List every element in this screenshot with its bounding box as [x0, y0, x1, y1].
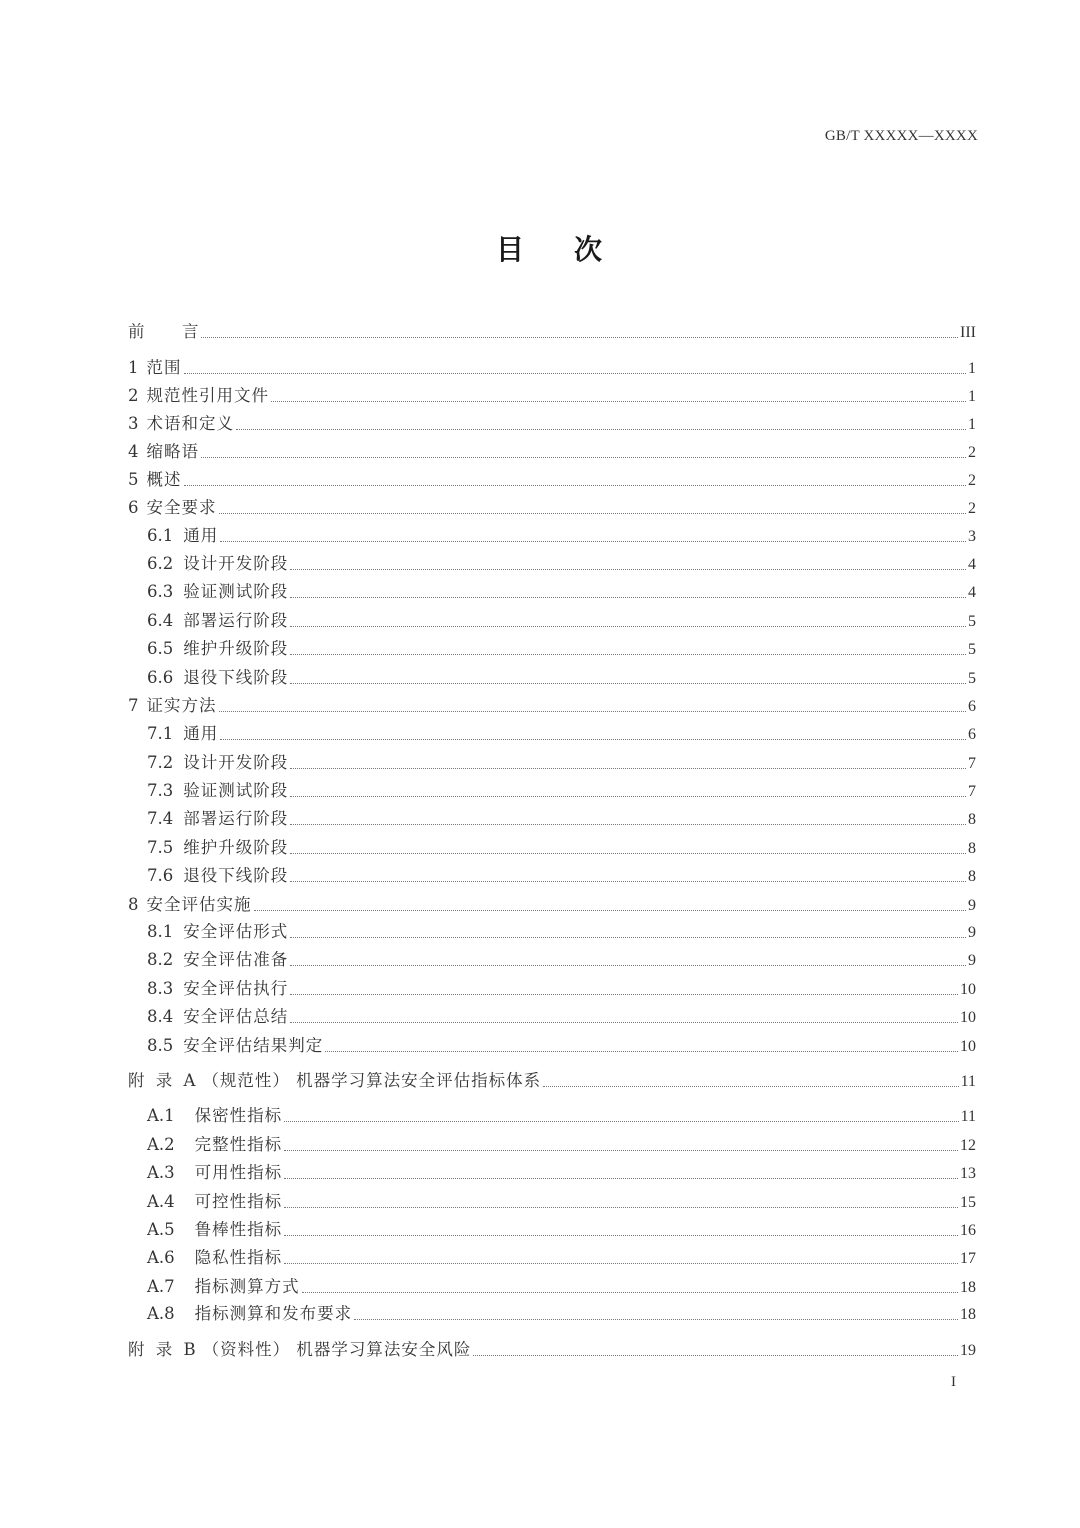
toc-entry-6-4[interactable] — [147, 609, 976, 633]
toc-entry-label: （资料性） 机器学习算法安全风险 — [202, 1340, 472, 1359]
toc-leader-dots — [184, 372, 967, 374]
toc-leader-dots — [290, 880, 966, 882]
toc-entry-page: 6 — [968, 698, 976, 715]
toc-entry-appendix-a[interactable] — [128, 1069, 976, 1093]
toc-entry-6[interactable] — [128, 496, 976, 520]
toc-entry-page: 16 — [960, 1222, 976, 1239]
toc-entry-number: 8.2 — [147, 950, 174, 969]
toc-entry-label: 部署运行阶段 — [183, 809, 289, 828]
toc-leader-dots — [290, 823, 966, 825]
toc-entry-7-5[interactable] — [147, 836, 976, 860]
title-char-1: 目 — [495, 233, 526, 266]
toc-entry-label: 概述 — [146, 470, 182, 489]
toc-entry-1[interactable] — [128, 356, 976, 380]
toc-entry-number: 7.5 — [147, 838, 174, 857]
toc-entry-2[interactable] — [128, 384, 976, 408]
toc-entry-number: 前 — [128, 322, 145, 341]
toc-entry-number: A.7 — [147, 1277, 175, 1296]
toc-leader-dots — [543, 1085, 958, 1087]
toc-entry-page: 9 — [968, 897, 976, 914]
toc-entry-number: A.8 — [147, 1304, 175, 1323]
toc-leader-dots — [254, 909, 967, 911]
toc-leader-dots — [220, 540, 966, 542]
toc-entry-a-2[interactable] — [147, 1133, 976, 1157]
toc-leader-dots — [290, 596, 966, 598]
toc-entry-number: 2 — [128, 386, 139, 405]
toc-entry-number: 附 录 B — [128, 1340, 199, 1359]
toc-entry-number: 8 — [128, 895, 139, 914]
toc-entry-label: 验证测试阶段 — [183, 582, 289, 601]
toc-entry-page: 10 — [960, 1009, 976, 1026]
toc-entry-label: 通用 — [183, 724, 219, 743]
standard-code: GB/T XXXXX—XXXX — [824, 128, 978, 144]
toc-leader-dots — [219, 710, 967, 712]
toc-entry-label: 安全要求 — [146, 498, 217, 517]
toc-entry-number: 6.6 — [147, 668, 174, 687]
toc-entry-page: 9 — [968, 952, 976, 969]
toc-leader-dots — [284, 1234, 958, 1236]
toc-entry-page: 5 — [968, 613, 976, 630]
toc-entry-8-1[interactable] — [147, 920, 976, 944]
toc-entry-page: 1 — [968, 388, 976, 405]
toc-entry-label: 安全评估实施 — [146, 895, 252, 914]
toc-entry-6-3[interactable] — [147, 580, 976, 604]
toc-entry-7-2[interactable] — [147, 751, 976, 775]
toc-entry-7-4[interactable] — [147, 807, 976, 831]
toc-entry-number: 8.5 — [147, 1036, 174, 1055]
toc-entry-label: 通用 — [183, 526, 219, 545]
toc-entry-6-2[interactable] — [147, 552, 976, 576]
toc-entry-page: 13 — [960, 1165, 976, 1182]
toc-entry-7-3[interactable] — [147, 779, 976, 803]
toc-entry-label: 退役下线阶段 — [183, 866, 289, 885]
toc-entry-label: 指标测算方式 — [194, 1277, 300, 1296]
toc-entry-4[interactable] — [128, 440, 976, 464]
toc-entry-number: 1 — [128, 358, 139, 377]
toc-entry-number: 7.2 — [147, 753, 174, 772]
toc-entry-number: 8.1 — [147, 922, 174, 941]
toc-leader-dots — [284, 1177, 958, 1179]
toc-entry-label: 验证测试阶段 — [183, 781, 289, 800]
toc-entry-label: 安全评估准备 — [183, 950, 289, 969]
toc-entry-number: 7.3 — [147, 781, 174, 800]
toc-entry-7-6[interactable] — [147, 864, 976, 888]
toc-entry-number: 5 — [128, 470, 139, 489]
toc-entry-page: 2 — [968, 472, 976, 489]
toc-entry-8-3[interactable] — [147, 977, 976, 1001]
toc-leader-dots — [290, 852, 966, 854]
toc-entry-number: A.2 — [147, 1135, 175, 1154]
toc-entry-number: 7.4 — [147, 809, 174, 828]
toc-entry-label: 可用性指标 — [194, 1163, 283, 1182]
toc-entry-label: 退役下线阶段 — [183, 668, 289, 687]
toc-entry-label: （规范性） 机器学习算法安全评估指标体系 — [202, 1071, 542, 1090]
toc-entry-label: 安全评估结果判定 — [183, 1036, 324, 1055]
toc-entry-6-6[interactable] — [147, 666, 976, 690]
toc-entry-label: 安全评估总结 — [183, 1007, 289, 1026]
toc-entry-page: 11 — [960, 1073, 976, 1090]
toc-leader-dots — [290, 1021, 958, 1023]
toc-entry-7[interactable] — [128, 694, 976, 718]
toc-entry-appendix-b[interactable] — [128, 1338, 976, 1362]
toc-leader-dots — [284, 1149, 958, 1151]
toc-entry-5[interactable] — [128, 468, 976, 492]
toc-entry-label: 言 — [144, 322, 200, 341]
toc-leader-dots — [284, 1206, 958, 1208]
toc-entry-page: 8 — [968, 840, 976, 857]
toc-leader-dots — [290, 568, 966, 570]
toc-entry-label: 安全评估形式 — [183, 922, 289, 941]
toc-entry-page: 4 — [968, 584, 976, 601]
toc-entry-page: 7 — [968, 783, 976, 800]
toc-entry-page: 12 — [960, 1137, 976, 1154]
toc-entry-a-3[interactable] — [147, 1161, 976, 1185]
toc-entry-number: 6.1 — [147, 526, 174, 545]
toc-entry-number: 8.3 — [147, 979, 174, 998]
toc-entry-label: 安全评估执行 — [183, 979, 289, 998]
toc-entry-number: 7 — [128, 696, 139, 715]
toc-entry-page: 17 — [960, 1250, 976, 1267]
toc-entry-8-2[interactable] — [147, 948, 976, 972]
toc-entry-page: 18 — [960, 1279, 976, 1296]
toc-leader-dots — [290, 795, 966, 797]
toc-entry-a-7[interactable] — [147, 1275, 976, 1299]
toc-entry-number: 6.3 — [147, 582, 174, 601]
toc-entry-label: 可控性指标 — [194, 1192, 283, 1211]
toc-entry-a-1[interactable] — [147, 1104, 976, 1128]
toc-entry-page: 5 — [968, 670, 976, 687]
toc-entry-label: 缩略语 — [146, 442, 199, 461]
toc-entry-6-1[interactable] — [147, 524, 976, 548]
toc-entry-number: 6 — [128, 498, 139, 517]
toc-entry-number: 7.6 — [147, 866, 174, 885]
toc-entry-number: 6.5 — [147, 639, 174, 658]
toc-entry-page: 9 — [968, 924, 976, 941]
toc-entry-number: A.1 — [147, 1106, 175, 1125]
toc-leader-dots — [219, 512, 967, 514]
title-char-2: 次 — [574, 233, 605, 266]
toc-leader-dots — [290, 993, 958, 995]
toc-entry-7-1[interactable] — [147, 722, 976, 746]
toc-entry-number: A.5 — [147, 1220, 175, 1239]
toc-entry-page: 4 — [968, 556, 976, 573]
toc-leader-dots — [184, 484, 967, 486]
toc-entry-label: 隐私性指标 — [194, 1248, 283, 1267]
toc-entry-page: 18 — [960, 1306, 976, 1323]
toc-entry-a-5[interactable] — [147, 1218, 976, 1242]
toc-entry-8[interactable] — [128, 893, 976, 917]
toc-leader-dots — [284, 1262, 958, 1264]
toc-entry-page: 5 — [968, 641, 976, 658]
toc-entry-page: 10 — [960, 1038, 976, 1055]
toc-leader-dots — [271, 400, 966, 402]
toc-leader-dots — [325, 1050, 958, 1052]
toc-entry-page: 8 — [968, 811, 976, 828]
toc-entry-number: A.3 — [147, 1163, 175, 1182]
toc-entry-label: 部署运行阶段 — [183, 611, 289, 630]
toc-entry-number: 6.2 — [147, 554, 174, 573]
toc-leader-dots — [290, 682, 966, 684]
toc-entry-label: 术语和定义 — [146, 414, 234, 433]
toc-entry-8-5[interactable] — [147, 1034, 976, 1058]
toc-entry-label: 指标测算和发布要求 — [194, 1304, 353, 1323]
toc-leader-dots — [290, 936, 966, 938]
toc-entry-a-8[interactable] — [147, 1302, 976, 1326]
toc-entry-page: 11 — [960, 1108, 976, 1125]
toc-entry-page: 19 — [960, 1342, 976, 1359]
toc-entry-label: 规范性引用文件 — [146, 386, 269, 405]
toc-entry-page: 3 — [968, 528, 976, 545]
toc-entry-number: 6.4 — [147, 611, 174, 630]
toc-entry-a-6[interactable] — [147, 1246, 976, 1270]
toc-entry-number: 8.4 — [147, 1007, 174, 1026]
toc-entry-page: 15 — [960, 1194, 976, 1211]
toc-entry-number: 附 录 A — [128, 1071, 199, 1090]
toc-leader-dots — [201, 336, 958, 338]
toc-entry-a-4[interactable] — [147, 1190, 976, 1214]
toc-leader-dots — [473, 1354, 958, 1356]
toc-entry-page: 6 — [968, 726, 976, 743]
toc-entry-label: 保密性指标 — [194, 1106, 283, 1125]
toc-leader-dots — [236, 428, 966, 430]
toc-entry-label: 设计开发阶段 — [183, 753, 289, 772]
toc-entry-page: 1 — [968, 416, 976, 433]
toc-entry-3[interactable] — [128, 412, 976, 436]
toc-leader-dots — [201, 456, 966, 458]
toc-leader-dots — [290, 767, 966, 769]
toc-entry-label: 鲁棒性指标 — [194, 1220, 283, 1239]
toc-entry-number: 3 — [128, 414, 139, 433]
toc-entry-page: 7 — [968, 755, 976, 772]
toc-entry-page: 1 — [968, 360, 976, 377]
toc-leader-dots — [284, 1120, 958, 1122]
toc-leader-dots — [220, 738, 966, 740]
toc-entry-number: 7.1 — [147, 724, 174, 743]
page-number: I — [951, 1374, 956, 1390]
toc-entry-page: 10 — [960, 981, 976, 998]
toc-leader-dots — [302, 1291, 958, 1293]
toc-entry-page: 8 — [968, 868, 976, 885]
toc-entry-6-5[interactable] — [147, 637, 976, 661]
toc-entry-label: 维护升级阶段 — [183, 838, 289, 857]
toc-entry-label: 范围 — [146, 358, 182, 377]
toc-entry-page: 2 — [968, 500, 976, 517]
toc-entry-label: 维护升级阶段 — [183, 639, 289, 658]
toc-entry-number: A.4 — [147, 1192, 175, 1211]
toc-leader-dots — [290, 625, 966, 627]
toc-entry-page: 2 — [968, 444, 976, 461]
toc-entry-number: 4 — [128, 442, 139, 461]
toc-entry-label: 证实方法 — [146, 696, 217, 715]
toc-entry-8-4[interactable] — [147, 1005, 976, 1029]
toc-leader-dots — [290, 964, 966, 966]
toc-entry-label: 设计开发阶段 — [183, 554, 289, 573]
toc-leader-dots — [354, 1318, 958, 1320]
toc-entry-foreword[interactable] — [128, 320, 976, 344]
toc-leader-dots — [290, 653, 966, 655]
toc-entry-page: III — [960, 324, 976, 341]
toc-entry-number: A.6 — [147, 1248, 175, 1267]
toc-entry-label: 完整性指标 — [194, 1135, 283, 1154]
